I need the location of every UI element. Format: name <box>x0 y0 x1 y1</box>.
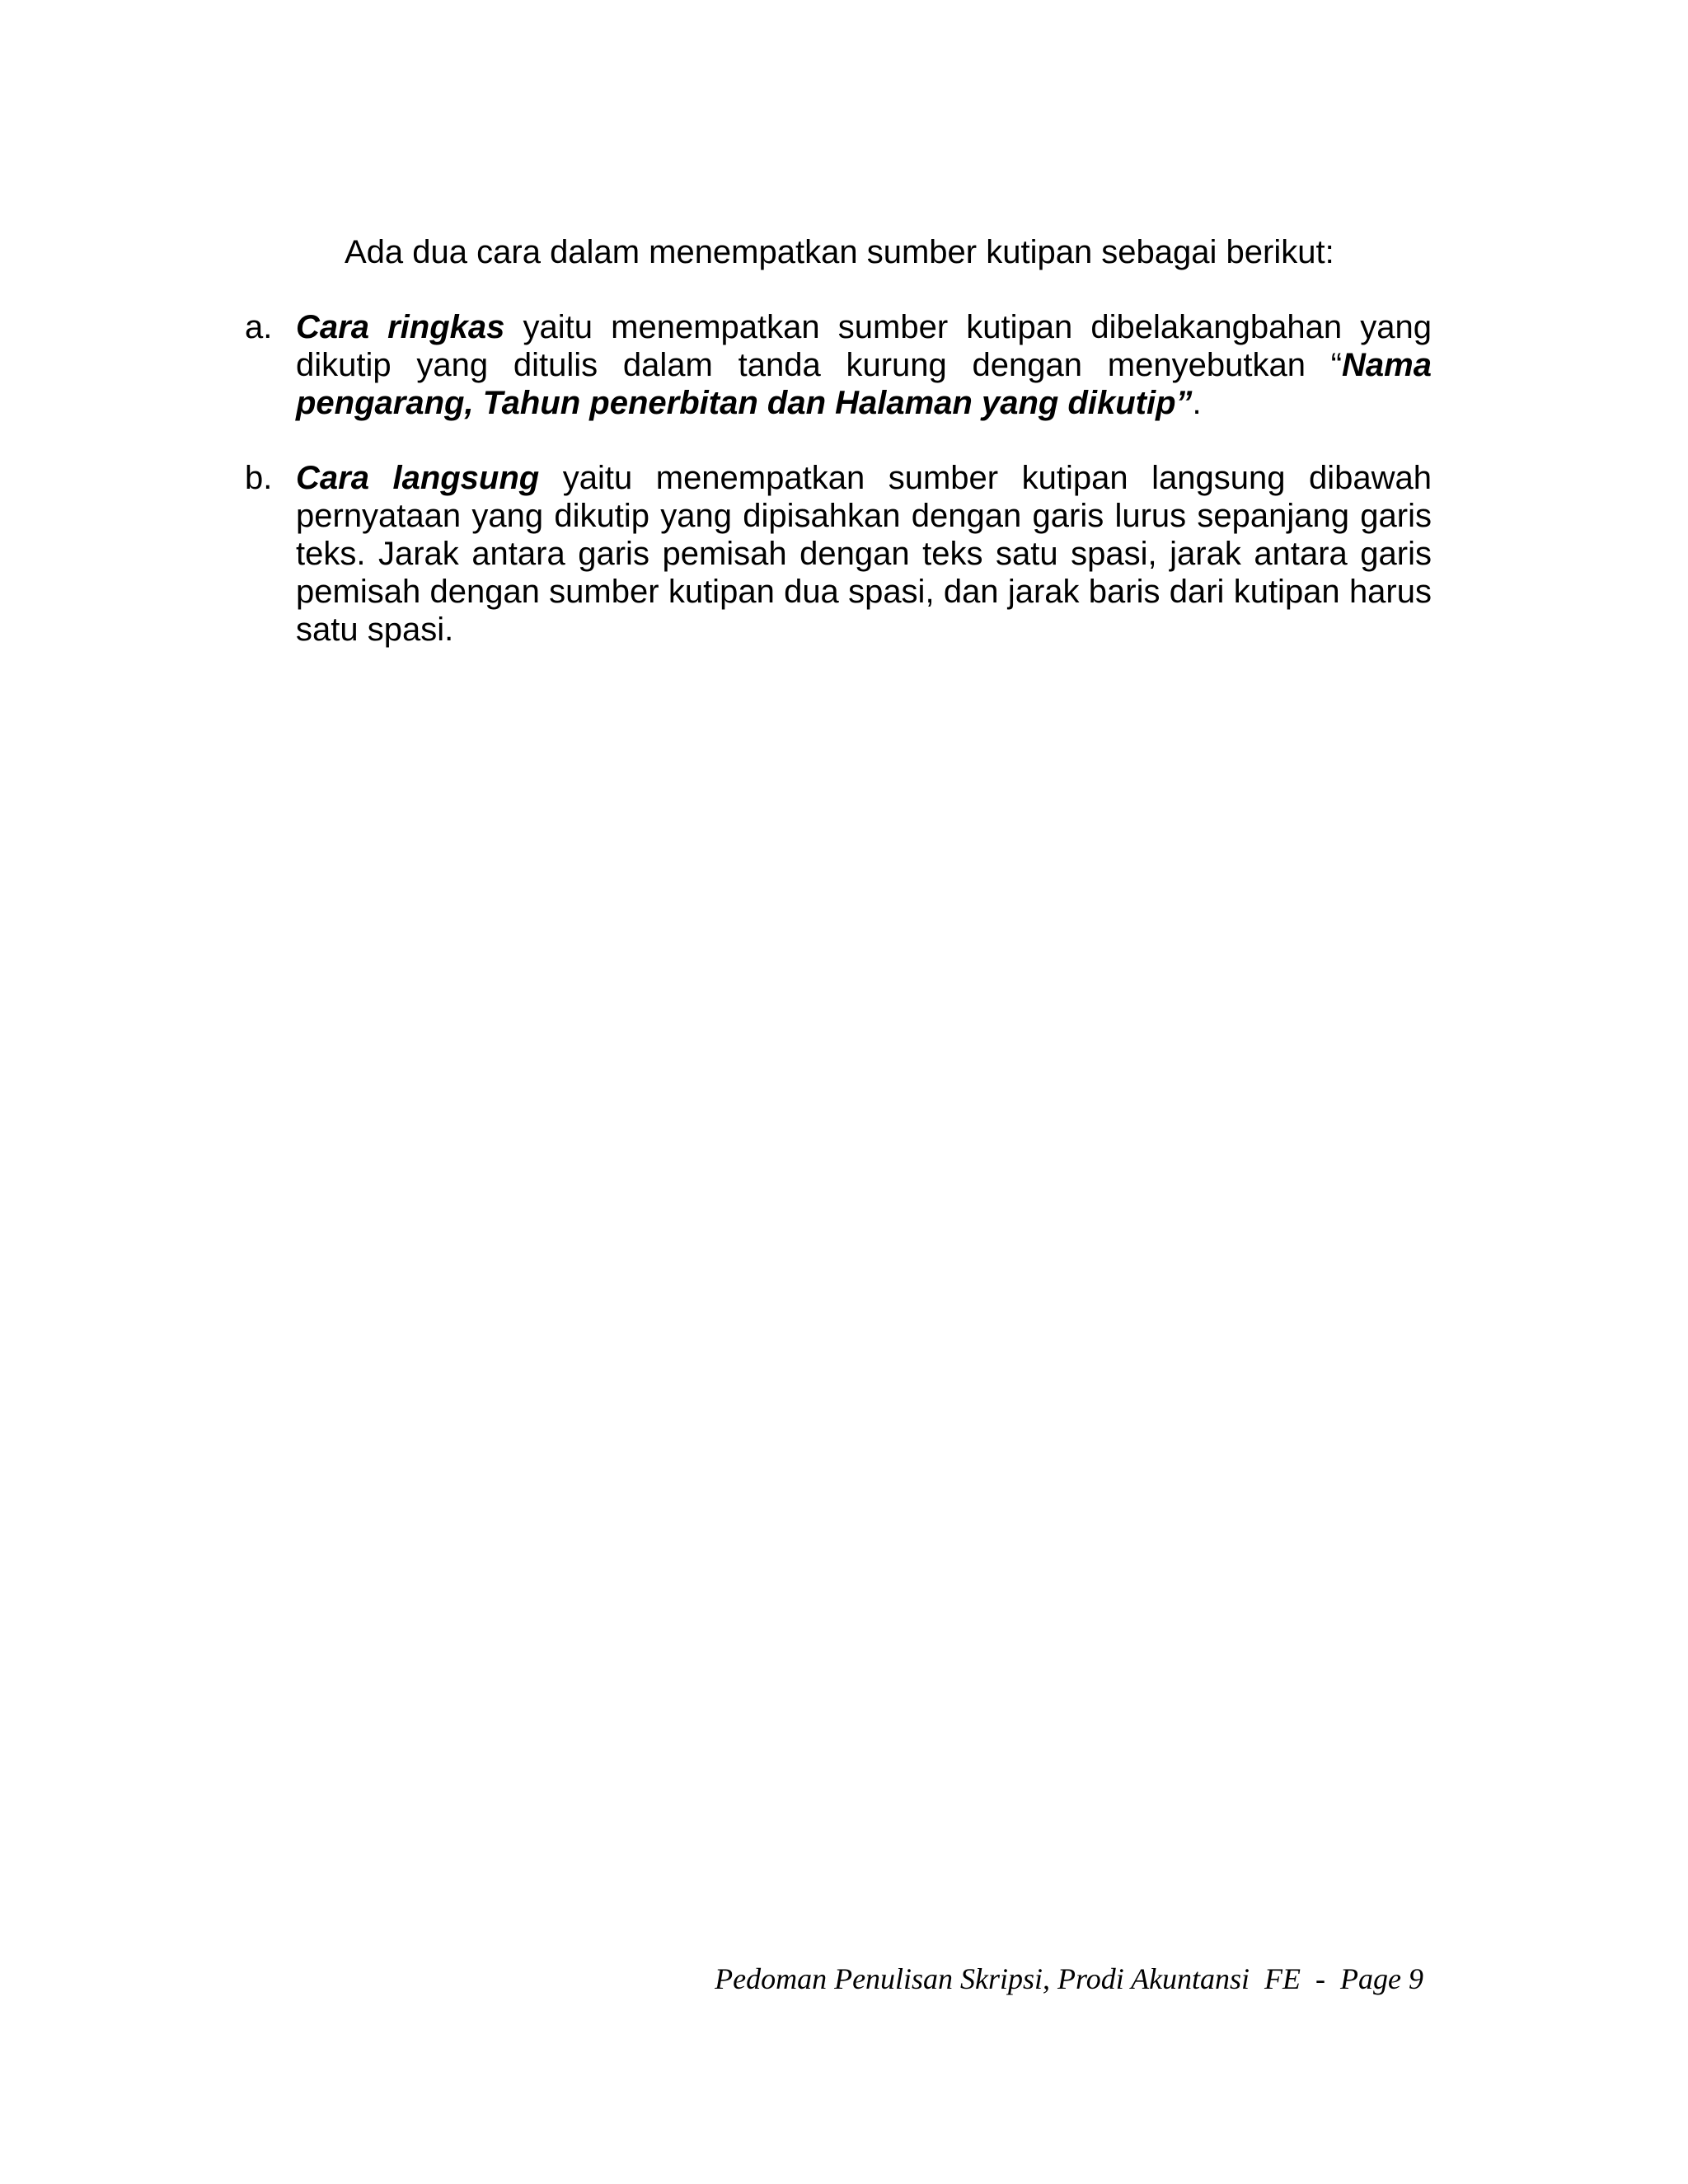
list-item-text <box>296 459 1432 649</box>
list-item-text <box>296 308 1432 422</box>
page-footer: Pedoman Penulisan Skripsi, Prodi Akuntansi FE - Page 9 <box>715 1962 1423 1995</box>
list-item-cara-langsung <box>245 459 1432 649</box>
term-cara-langsung: Cara langsung <box>296 460 540 496</box>
term-cara-ringkas: Cara ringkas <box>296 309 505 345</box>
list-marker: b. <box>245 460 273 496</box>
description-text: yaitu menempatkan sumber kutipan langsung dibawah pernyataan yang dikutip yang dipisahkan dengan garis lurus sepanjang garis teks. Jarak antara garis pemisah dengan teks satu spasi, jarak antara garis pemisah dengan sumber kutipan dua spasi, dan jarak baris dari kutipan harus satu spasi. <box>296 460 1432 648</box>
description-text: yaitu menempatkan sumber kutipan dibelakangbahan yang dikutip yang ditulis dalam tanda kurung dengan menyebutkan “ <box>296 309 1432 383</box>
list-marker: a. <box>245 309 273 345</box>
citation-format-emphasis: Nama pengarang, Tahun penerbitan dan Halaman yang dikutip” <box>296 347 1432 421</box>
intro-paragraph: Ada dua cara dalam menempatkan sumber kutipan sebagai berikut: <box>345 234 1334 270</box>
list-item-cara-ringkas <box>245 308 1432 422</box>
closing-punctuation: . <box>1192 385 1202 421</box>
